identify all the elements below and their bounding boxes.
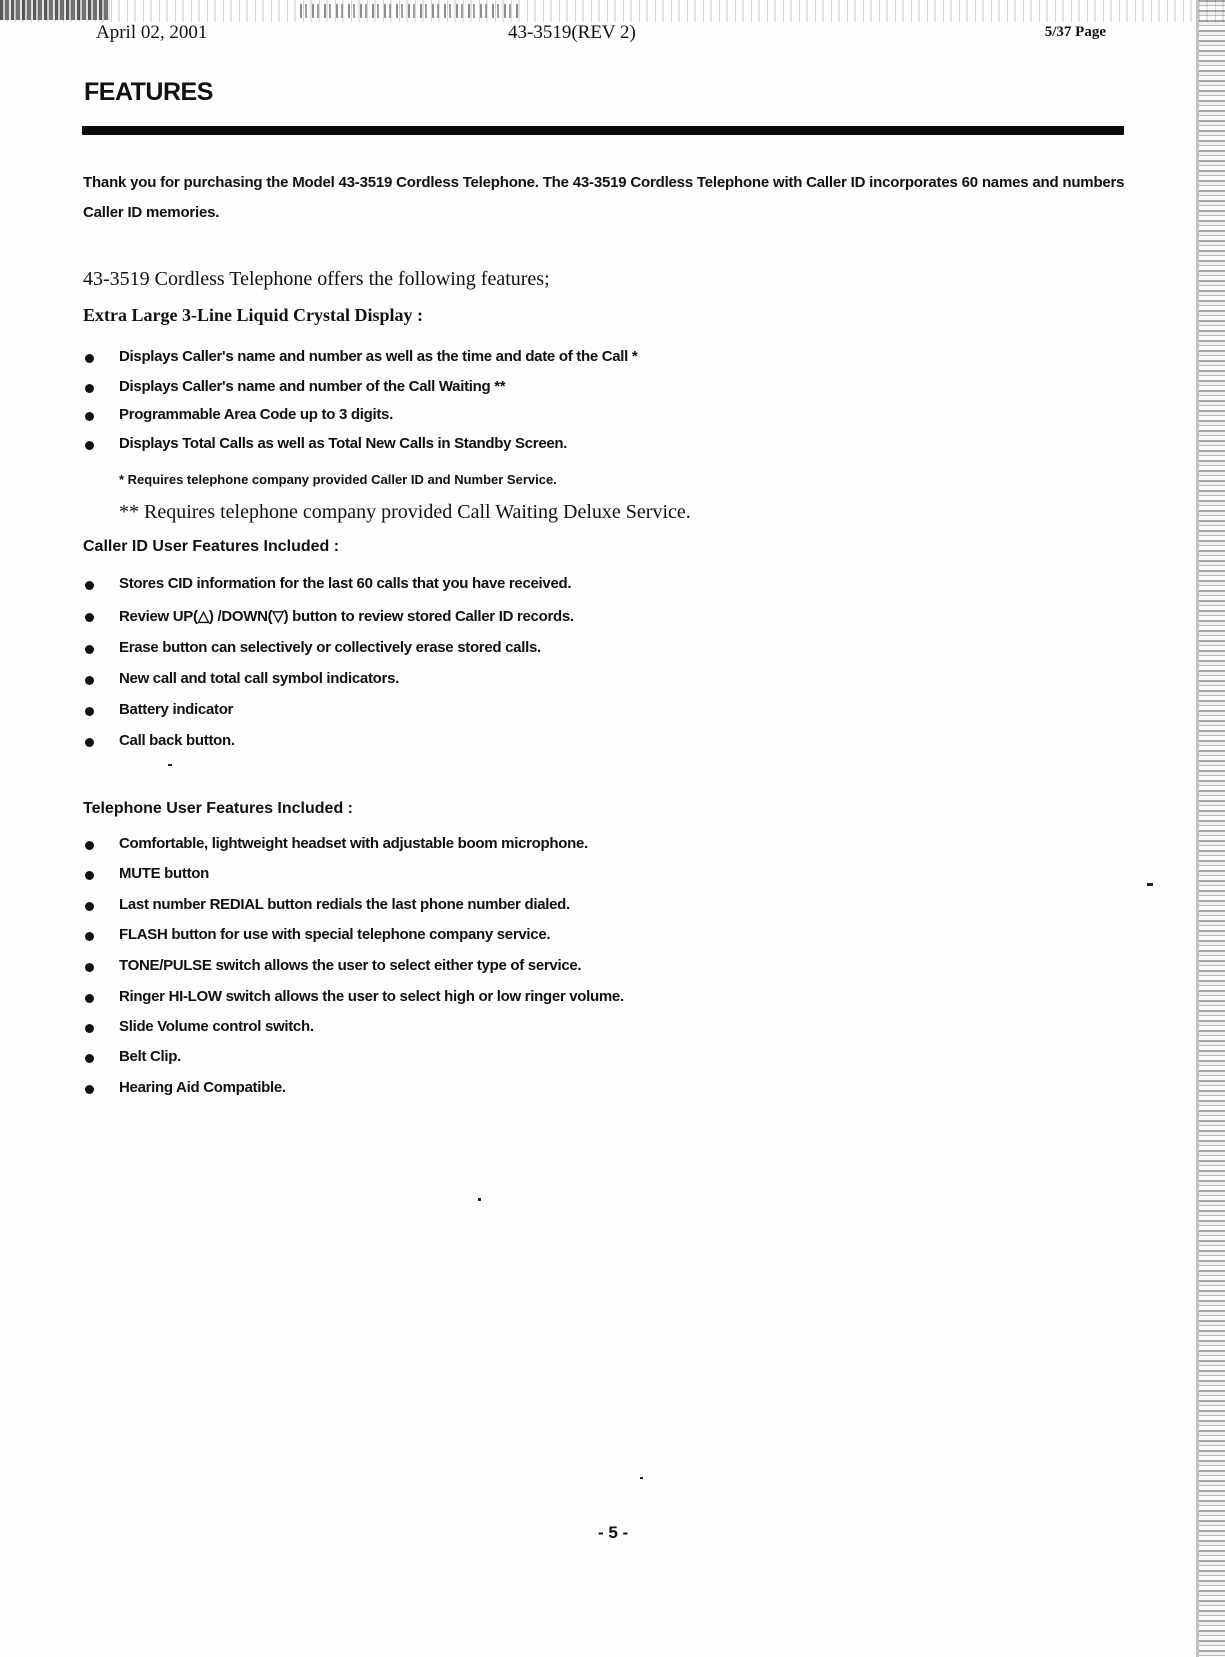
scan-speck [1147, 883, 1153, 886]
header-page-ref: 5/37 Page [1044, 24, 1106, 40]
list-item: New call and total call symbol indicators. [83, 670, 1083, 701]
list-item: Stores CID information for the last 60 calls that you have received. [83, 575, 1083, 607]
bullet-icon [85, 707, 94, 716]
list-item: Hearing Aid Compatible. [83, 1079, 1083, 1109]
bullet-icon [85, 1054, 94, 1063]
list-item: Battery indicator [83, 701, 1083, 732]
header-doc-number: 43-3519(REV 2) [508, 22, 636, 43]
bullet-icon [85, 932, 94, 941]
list-item: Displays Caller's name and number of the Call Waiting ** [83, 378, 1083, 406]
bullet-icon [85, 994, 94, 1003]
intro-paragraph: Thank you for purchasing the Model 43-3519 Cordless Telephone. The 43-3519 Cordless Telephone with Caller ID incorporates 60 names and numbers Caller ID memories. [83, 174, 1125, 221]
footnote-call-waiting: ** Requires telephone company provided Call Waiting Deluxe Service. [119, 501, 691, 523]
list-item: Comfortable, lightweight headset with adjustable boom microphone. [83, 835, 1083, 865]
bullet-icon [85, 581, 94, 590]
bullet-icon [85, 738, 94, 747]
scan-noise-top-middle [300, 4, 520, 18]
bullet-icon [85, 1024, 94, 1033]
list-item: Ringer HI-LOW switch allows the user to select high or low ringer volume. [83, 988, 1083, 1018]
scan-speck [640, 1477, 643, 1479]
list-item: Displays Caller's name and number as well as the time and date of the Call * [83, 348, 1083, 378]
page-title: FEATURES [84, 78, 213, 106]
telephone-feature-list [83, 835, 1083, 1109]
display-feature-list [83, 348, 1083, 465]
list-item: Programmable Area Code up to 3 digits. [83, 406, 1083, 435]
caller-id-feature-list [83, 575, 1083, 763]
scan-noise-right [1199, 0, 1225, 1657]
bullet-icon [85, 963, 94, 972]
list-item: FLASH button for use with special telephone company service. [83, 926, 1083, 957]
list-item: Belt Clip. [83, 1048, 1083, 1079]
bullet-icon [85, 676, 94, 685]
scan-noise-top [0, 0, 1225, 22]
scan-speck [168, 764, 172, 766]
bullet-icon [85, 384, 94, 393]
page-number: - 5 - [598, 1523, 629, 1542]
bullet-icon [85, 645, 94, 654]
list-item: Slide Volume control switch. [83, 1018, 1083, 1048]
list-item: Erase button can selectively or collectively erase stored calls. [83, 639, 1083, 670]
title-rule [82, 126, 1124, 135]
bullet-icon [85, 613, 94, 622]
scan-speck [478, 1198, 481, 1201]
list-item: Call back button. [83, 732, 1083, 763]
bullet-icon [85, 354, 94, 363]
bullet-icon [85, 871, 94, 880]
bullet-icon [85, 441, 94, 450]
bullet-icon [85, 902, 94, 911]
list-item: TONE/PULSE switch allows the user to select either type of service. [83, 957, 1083, 988]
display-section-heading: Extra Large 3-Line Liquid Crystal Display : [83, 305, 424, 325]
page-header [96, 22, 1106, 46]
caller-id-section-heading: Caller ID User Features Included : [83, 538, 340, 555]
bullet-icon [85, 412, 94, 421]
bullet-icon [85, 1085, 94, 1094]
list-item: Displays Total Calls as well as Total New Calls in Standby Screen. [83, 435, 1083, 465]
scan-noise-top-left [0, 0, 110, 20]
list-item: Review UP(△) /DOWN(▽) button to review stored Caller ID records. [83, 607, 1083, 639]
footnote-caller-id: * Requires telephone company provided Caller ID and Number Service. [119, 472, 557, 487]
header-date: April 02, 2001 [96, 22, 208, 43]
list-item: MUTE button [83, 865, 1083, 896]
bullet-icon [85, 841, 94, 850]
telephone-section-heading: Telephone User Features Included : [83, 800, 353, 817]
list-item: Last number REDIAL button redials the last phone number dialed. [83, 896, 1083, 926]
features-lead: 43-3519 Cordless Telephone offers the following features; [83, 268, 550, 290]
